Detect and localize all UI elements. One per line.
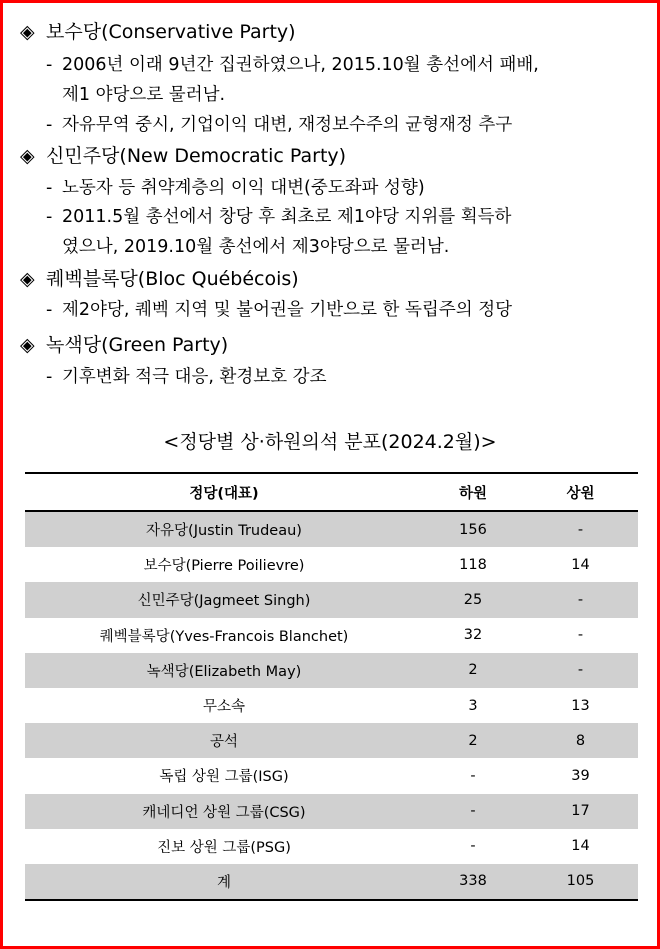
table-row <box>25 547 638 582</box>
cell-senate: 17 <box>523 794 638 829</box>
header-senate: 상원 <box>523 473 638 511</box>
diamond-bullet-icon: ◈ <box>20 268 35 290</box>
party-name-en: (Bloc Québécois) <box>137 268 299 290</box>
bullet-item <box>46 113 512 137</box>
table-title: <정당별 상·하원의석 분포(2024.2월)> <box>163 431 497 453</box>
party-name-kr: 신민주당 <box>46 145 120 167</box>
cell-senate: 105 <box>523 864 638 900</box>
bullet-text: 2006년 이래 9년간 집권하였으나, 2015.10월 총선에서 패배, <box>62 55 539 75</box>
dash-marker: - <box>46 207 53 227</box>
table-row <box>25 794 638 829</box>
cell-senate: - <box>523 582 638 617</box>
header-party: 정당(대표) <box>25 473 423 511</box>
cell-house: - <box>470 767 476 784</box>
cell-senate: 14 <box>571 556 590 573</box>
party-heading-green <box>20 333 228 357</box>
bullet-text: 2011.5월 총선에서 창당 후 최초로 제1야당 지위를 획득하 <box>62 207 512 227</box>
dash-marker: - <box>46 367 53 387</box>
party-heading-bloc <box>20 267 299 291</box>
table-row <box>25 688 638 723</box>
diamond-bullet-icon: ◈ <box>20 334 35 356</box>
cell-house: - <box>470 838 476 855</box>
bullet-text: 기후변화 적극 대응, 환경보호 강조 <box>62 367 327 387</box>
table-row <box>25 582 638 617</box>
cell-house: 3 <box>468 697 478 714</box>
bullet-item <box>46 365 326 389</box>
table-row <box>25 511 638 547</box>
bullet-item <box>46 298 512 322</box>
cell-senate: 39 <box>571 767 590 784</box>
party-heading-ndp <box>20 144 346 168</box>
table-row <box>25 829 638 864</box>
cell-party: 퀘벡블록당(Yves-Francois Blanchet) <box>99 628 349 645</box>
cell-party: 보수당(Pierre Poilievre) <box>143 558 305 575</box>
party-name-en: (Green Party) <box>101 334 229 356</box>
seat-distribution-table <box>25 472 638 901</box>
bullet-text-continued: 제1 야당으로 물러남. <box>62 85 226 105</box>
cell-party: 자유당(Justin Trudeau) <box>25 511 423 547</box>
cell-party: 독립 상원 그룹(ISG) <box>159 769 289 786</box>
table-row <box>25 723 638 758</box>
bullet-text: 노동자 등 취약계층의 이익 대변(중도좌파 성향) <box>62 178 425 198</box>
diamond-bullet-icon: ◈ <box>20 145 35 167</box>
cell-party: 진보 상원 그룹(PSG) <box>157 839 291 856</box>
table-row <box>25 618 638 653</box>
cell-senate: 8 <box>523 723 638 758</box>
cell-party: 녹색당(Elizabeth May) <box>25 653 423 688</box>
cell-party: 캐네디언 상원 그룹(CSG) <box>25 794 423 829</box>
bullet-text: 자유무역 중시, 기업이익 대변, 재정보수주의 균형재정 추구 <box>62 115 513 135</box>
cell-senate: - <box>523 653 638 688</box>
cell-house: 2 <box>423 723 523 758</box>
cell-party: 공석 <box>25 723 423 758</box>
cell-house: 25 <box>423 582 523 617</box>
bullet-item <box>46 176 425 200</box>
cell-senate: - <box>577 627 584 644</box>
header-house: 하원 <box>423 473 523 511</box>
cell-house: 156 <box>423 511 523 547</box>
party-name-kr: 보수당 <box>46 21 102 43</box>
bullet-item <box>46 205 511 229</box>
dash-marker: - <box>46 178 53 198</box>
cell-party: 계 <box>25 864 423 900</box>
bullet-text-continued: 였으나, 2019.10월 총선에서 제3야당으로 물러남. <box>62 237 450 257</box>
table-header-row <box>25 473 638 511</box>
table-row <box>25 758 638 793</box>
cell-house: 2 <box>423 653 523 688</box>
table-total-row <box>25 864 638 900</box>
party-name-en: (Conservative Party) <box>101 21 296 43</box>
dash-marker: - <box>46 300 53 320</box>
party-name-en: (New Democratic Party) <box>119 145 347 167</box>
diamond-bullet-icon: ◈ <box>20 21 35 43</box>
dash-marker: - <box>46 55 53 75</box>
dash-marker: - <box>46 115 53 135</box>
cell-house: 118 <box>459 556 487 573</box>
cell-house: - <box>423 794 523 829</box>
party-name-kr: 퀘벡블록당 <box>46 268 138 290</box>
cell-house: 338 <box>423 864 523 900</box>
cell-party: 신민주당(Jagmeet Singh) <box>25 582 423 617</box>
cell-senate: 13 <box>571 697 590 714</box>
cell-party: 무소속 <box>202 699 246 716</box>
cell-senate: - <box>523 511 638 547</box>
bullet-text: 제2야당, 퀘벡 지역 및 불어권을 기반으로 한 독립주의 정당 <box>62 300 513 320</box>
party-heading-conservative <box>20 20 296 44</box>
bullet-item <box>46 53 539 77</box>
cell-house: 32 <box>463 627 483 644</box>
party-name-kr: 녹색당 <box>46 334 102 356</box>
cell-senate: 14 <box>571 838 590 855</box>
table-row <box>25 653 638 688</box>
